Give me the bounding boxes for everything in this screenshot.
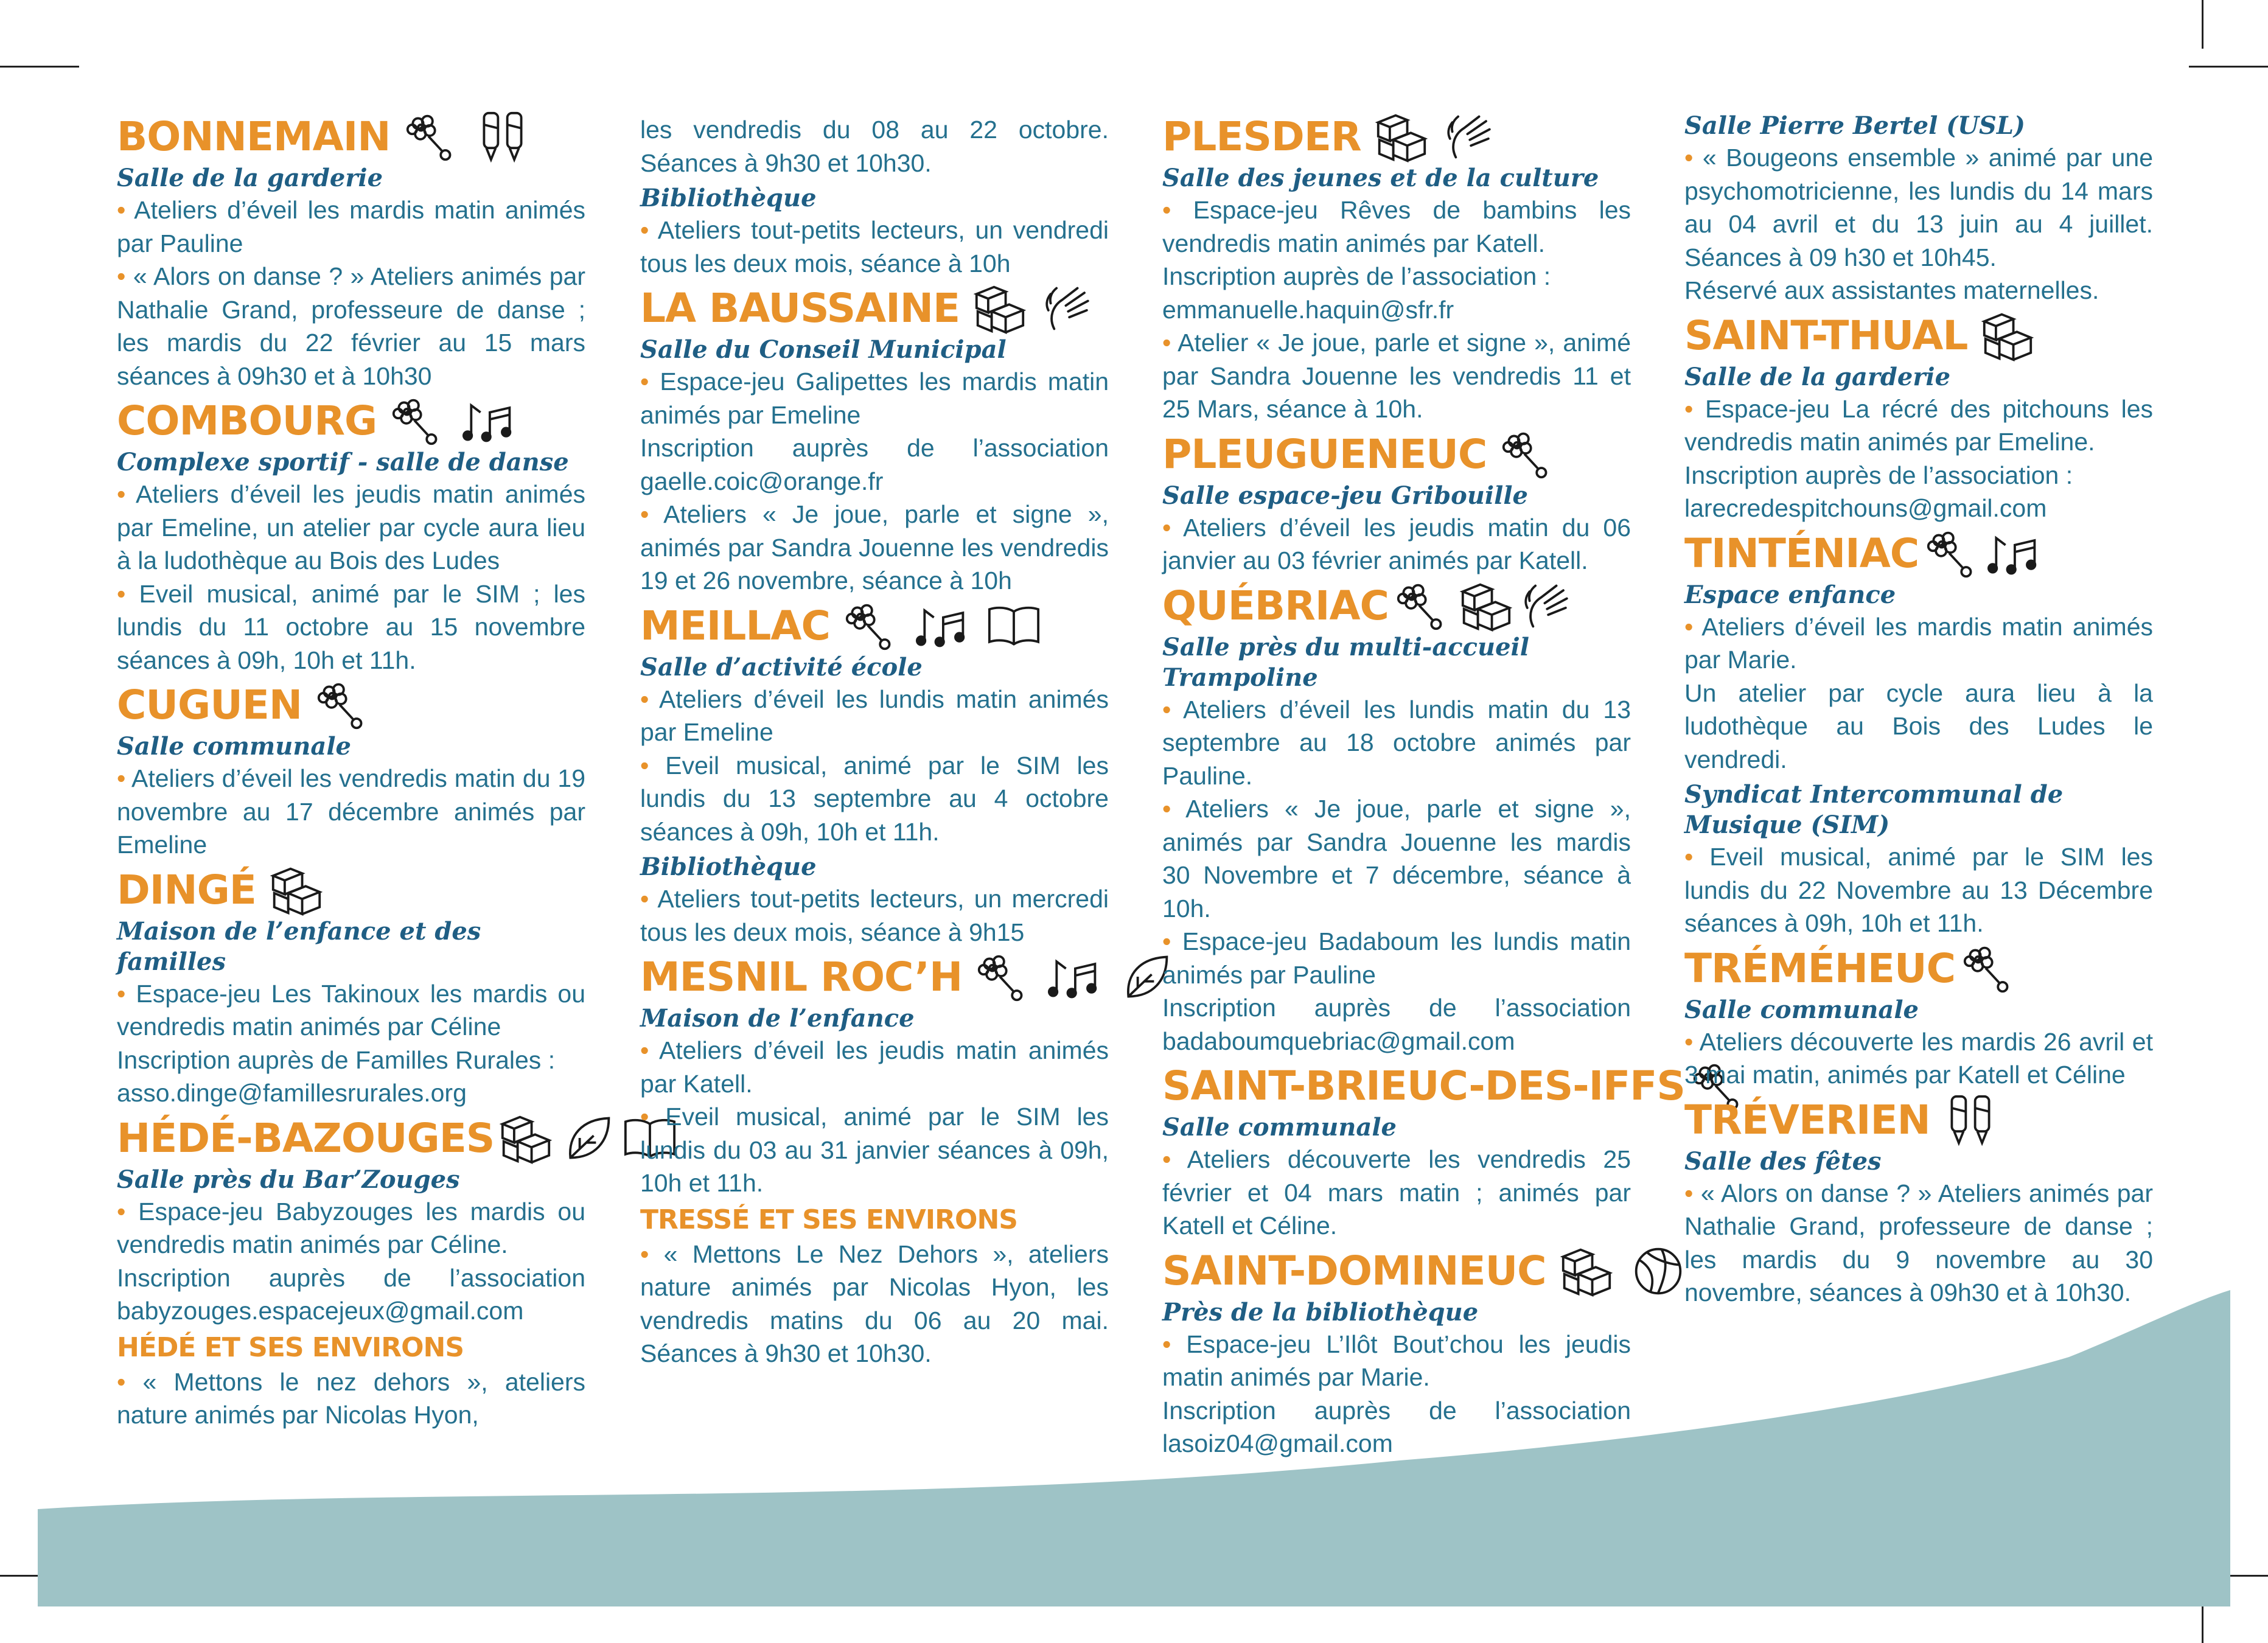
blocks-icon xyxy=(1457,580,1515,632)
activity-text: Espace-jeu L’Ilôt Bout’chou les jeudis matin animés par Marie. xyxy=(1162,1330,1631,1391)
town-saint-brieuc-des-iffs: SAINT-BRIEUC-DES-IFFS xyxy=(1162,1060,1631,1112)
activity-text: Ateliers tout-petits lecteurs, un vendredi tous les deux mois, séance à 10h xyxy=(640,216,1109,277)
activity-text: Ateliers « Je joue, parle et signe », animés par Sandra Jouenne les vendredis 19 et 26 novembre, séance à 10h xyxy=(640,500,1109,595)
town-dinge: DINGÉ xyxy=(117,864,585,916)
registration-text: Inscription auprès de l’association gaelle.coic@orange.fr xyxy=(640,434,1109,495)
leaf-icon xyxy=(559,1112,617,1165)
activity-text: « Alors on danse ? » Ateliers animés par Nathalie Grand, professeure de danse ; les mardis du 9 novembre au 30 novembre, séances à 09h30 et à 10h30. xyxy=(1684,1179,2153,1306)
activity-text: Ateliers « Je joue, parle et signe », animés par Sandra Jouenne les mardis 30 Novembre et 7 décembre, séance à 10h. xyxy=(1162,795,1631,923)
rattle-icon xyxy=(841,600,899,652)
music-notes-icon xyxy=(1984,528,2043,580)
rattle-icon xyxy=(1959,943,2017,995)
book-icon xyxy=(985,600,1043,652)
ballet-shoes-icon xyxy=(473,111,532,163)
town-tresse-environs: TRESSÉ ET SES ENVIRONS xyxy=(640,1204,1017,1235)
town-saint-thual: SAINT-THUAL xyxy=(1684,310,2153,362)
activity-text: Espace-jeu La récré des pitchouns les vendredis matin animés par Emeline. xyxy=(1684,394,2153,456)
town-saint-domineuc: SAINT-DOMINEUC xyxy=(1162,1245,1631,1297)
sign-hands-icon xyxy=(1521,580,1580,632)
activity-text: Ateliers d’éveil les mardis matin animés par Marie. xyxy=(1684,612,2153,674)
activity-text: Ateliers d’éveil les mardis matin animés par Pauline xyxy=(117,196,585,257)
activity-text: Ateliers d’éveil les vendredis matin du 19 novembre au 17 décembre animés par Emeline xyxy=(117,764,585,859)
venue: Salle communale xyxy=(1162,1113,1397,1142)
town-combourg: COMBOURG xyxy=(117,395,585,447)
activity-text: Espace-jeu Rêves de bambins les vendredis matin animés par Katell. xyxy=(1162,196,1631,257)
activity-text: Ateliers découverte les mardis 26 avril et 3 mai matin, animés par Katell et Céline xyxy=(1684,1027,2153,1089)
activity-text: Ateliers d’éveil les jeudis matin du 06 janvier au 03 février animés par Katell. xyxy=(1162,513,1631,574)
activity-text: Ateliers découverte les vendredis 25 février et 04 mars matin ; animés par Katell et Céline. xyxy=(1162,1145,1631,1240)
town-hede-environs: HÉDÉ ET SES ENVIRONS xyxy=(117,1331,464,1363)
venue: Salle du Conseil Municipal xyxy=(640,335,1007,364)
town-mesnil-roch: MESNIL ROC’H xyxy=(640,951,1109,1003)
sign-hands-icon xyxy=(1444,111,1502,163)
activity-text: Ateliers d’éveil les lundis matin animés par Emeline xyxy=(640,685,1109,746)
town-la-baussaine: LA BAUSSAINE xyxy=(640,282,1109,335)
music-notes-icon xyxy=(913,600,971,652)
venue: Maison de l’enfance xyxy=(640,1004,915,1033)
activity-text: « Bougeons ensemble » animé par une psychomotricienne, les lundis du 14 mars au 04 avril et du 13 juin au 4 juillet. Séances à 09 h30 et 10h45. xyxy=(1684,144,2154,271)
activity-text: Ateliers d’éveil les jeudis matin animés par Emeline, un atelier par cycle aura lieu à la ludothèque au Bois des Ludes xyxy=(117,480,586,574)
registration-text: Inscription auprès de l’association babyzouges.espacejeux@gmail.com xyxy=(117,1263,585,1325)
registration-text: Inscription auprès de l’association badaboumquebriac@gmail.com xyxy=(1162,994,1631,1055)
venue: Syndicat Intercommunal de Musique (SIM) xyxy=(1684,780,2064,839)
activity-text: Eveil musical, animé par le SIM les lundis du 13 septembre au 4 octobre séances à 09h, 10h et 11h. xyxy=(640,751,1109,846)
activity-text: « Mettons le nez dehors », ateliers nature animés par Nicolas Hyon, xyxy=(117,1367,586,1429)
activity-text: Eveil musical, animé par le SIM ; les lundis du 11 octobre au 15 novembre séances à 09h, 10h et 11h. xyxy=(117,579,585,674)
venue: Salle communale xyxy=(1684,995,1919,1024)
town-cuguen: CUGUEN xyxy=(117,679,585,731)
town-plesder: PLESDER xyxy=(1162,111,1631,163)
town-bonnemain: BONNEMAIN xyxy=(117,111,585,163)
venue: Salle des jeunes et de la culture xyxy=(1162,164,1599,192)
venue: Près de la bibliothèque xyxy=(1162,1297,1479,1327)
blocks-icon xyxy=(267,864,326,916)
sign-hands-icon xyxy=(1042,282,1101,335)
town-tinteniac: TINTÉNIAC xyxy=(1684,528,2153,580)
venue: Salle près du Bar’Zouges xyxy=(117,1165,460,1194)
ballet-shoes-icon xyxy=(1941,1094,2000,1146)
music-notes-icon xyxy=(1045,951,1103,1003)
activity-text: « Mettons Le Nez Dehors », ateliers nature animés par Nicolas Hyon, les vendredis matins du 06 au 20 mai. Séances à 9h30 et 10h30. xyxy=(640,1240,1109,1367)
town-quebriac: QUÉBRIAC xyxy=(1162,580,1631,632)
ball-icon xyxy=(1629,1245,1687,1297)
venue: Salle de la garderie xyxy=(117,164,383,192)
continued-text: les vendredis du 08 au 22 octobre. Séances à 9h30 et 10h30. xyxy=(640,116,1109,177)
town-meillac: MEILLAC xyxy=(640,600,1109,652)
activity-text: Espace-jeu Galipettes les mardis matin animés par Emeline xyxy=(640,368,1109,429)
column-1: BONNEMAIN Salle de la garderie • Ateliers d’éveil les mardis matin animés par Pauline • « Alors on danse ? » Ateliers animés par Nathalie Grand, professeure de danse ; les mardis du 22 février au 15 mars séances à 09h30 et à 10h30 COMBOURG Complexe sportif - salle de danse • Ateliers d’éveil les jeudis matin animés par Emeline, un atelier par cycle aura lieu à la ludothèque au Bois des Ludes • Eveil musical, animé par le SIM ; les lundis du 11 octobre au 15 novembre séances à 09h, 10h et 11h. CUGUEN Salle communale • Ateliers d’éveil les vendredis matin du 19 novembre au 17 décembre animés par Emeline DINGÉ Maison de l’enfance et des familles • Espace-jeu Les Takinoux les mardis ou vendredis matin animés par Céline Inscription auprès de Familles Rurales : asso.dinge@famillesrurales.org HÉDÉ-BAZOUGES Salle près du Bar’Zouges • Espace-jeu Babyzouges les mardis ou vendredis matin animés par Céline. Inscription auprès de l’association babyzouges.espacejeux@gmail.com HÉDÉ ET SES ENVIRONS • « Mettons le nez dehors », ateliers nature animés par Nicolas Hyon, xyxy=(117,108,585,1432)
music-notes-icon xyxy=(459,395,518,447)
registration-text: Inscription auprès de Familles Rurales : asso.dinge@famillesrurales.org xyxy=(117,1045,556,1107)
town-hede-bazouges: HÉDÉ-BAZOUGES xyxy=(117,1112,585,1165)
registration-text: Inscription auprès de l’association : emmanuelle.haquin@sfr.fr xyxy=(1162,262,1551,324)
activity-text: Espace-jeu Badaboum les lundis matin animés par Pauline xyxy=(1162,927,1631,989)
column-4: Salle Pierre Bertel (USL) • « Bougeons ensemble » animé par une psychomotricienne, les lundis du 14 mars au 04 avril et du 13 juin au 4 juillet. Séances à 09 h30 et 10h45. Réservé aux assistantes maternelles. SAINT-THUAL Salle de la garderie • Espace-jeu La récré des pitchouns les vendredis matin animés par Emeline. Inscription auprès de l’association : larecredespitchouns@gmail.com TINTÉNIAC Espace enfance • Ateliers d’éveil les mardis matin animés par Marie. Un atelier par cycle aura lieu à la ludothèque au Bois des Ludes le vendredi. Syndicat Intercommunal de Musique (SIM) • Eveil musical, animé par le SIM les lundis du 22 Novembre au 13 Décembre séances à 09h, 10h et 11h. TRÉMÉHEUC Salle communale • Ateliers découverte les mardis 26 avril et 3 mai matin, animés par Katell et Céline TRÉVERIEN Salle des fêtes • « Alors on danse ? » Ateliers animés par Nathalie Grand, professeure de danse ; les mardis du 9 novembre au 30 novembre, séances à 09h30 et à 10h30. xyxy=(1684,111,2154,1306)
town-treverien: TRÉVERIEN xyxy=(1684,1094,2153,1146)
venue: Salle Pierre Bertel (USL) xyxy=(1684,111,2025,140)
registration-text: Inscription auprès de l’association : larecredespitchouns@gmail.com xyxy=(1684,461,2073,522)
town-pleugueneuc: PLEUGUENEUC xyxy=(1162,428,1631,481)
column-2: les vendredis du 08 au 22 octobre. Séances à 9h30 et 10h30. Bibliothèque • Ateliers tout-petits lecteurs, un vendredi tous les deux mois, séance à 10h LA BAUSSAINE Salle du Conseil Municipal • Espace-jeu Galipettes les mardis matin animés par Emeline Inscription auprès de l’association gaelle.coic@orange.fr • Ateliers « Je joue, parle et signe », animés par Sandra Jouenne les vendredis 19 et 26 novembre, séance à 10h MEILLAC Salle d’activité école • Ateliers d’éveil les lundis matin animés par Emeline • Eveil musical, animé par le SIM les lundis du 13 septembre au 4 octobre séances à 09h, 10h et 11h. Bibliothèque • Ateliers tout-petits lecteurs, un mercredi tous les deux mois, séance à 9h15 MESNIL ROC’H Maison de l’enfance • Ateliers d’éveil les jeudis matin animés par Katell. • Eveil musical, animé par le SIM les lundis du 03 au 31 janvier séances à 09h, 10h et 11h. TRESSÉ ET SES ENVIRONS • « Mettons Le Nez Dehors », ateliers nature animés par Nicolas Hyon, les vendredis matins du 06 au 20 mai. Séances à 9h30 et 10h30. xyxy=(640,113,1109,1370)
venue: Salle près du multi-accueil Trampoline xyxy=(1162,632,1529,692)
rattle-icon xyxy=(973,951,1031,1003)
venue: Salle des fêtes xyxy=(1684,1146,1882,1176)
activity-text: Ateliers tout-petits lecteurs, un mercredi tous les deux mois, séance à 9h15 xyxy=(640,885,1109,946)
activity-text: Ateliers d’éveil les jeudis matin animés par Katell. xyxy=(640,1036,1109,1098)
activity-text: Espace-jeu Les Takinoux les mardis ou vendredis matin animés par Céline xyxy=(117,979,585,1041)
venue: Salle de la garderie xyxy=(1684,362,1951,391)
rattle-icon xyxy=(1498,428,1556,481)
venue: Complexe sportif - salle de danse xyxy=(117,448,569,476)
rattle-icon xyxy=(313,679,371,731)
activity-text: Espace-jeu Babyzouges les mardis ou vendredis matin animés par Céline. xyxy=(117,1197,585,1258)
blocks-icon xyxy=(1557,1245,1616,1297)
rattle-icon xyxy=(388,395,446,447)
blocks-icon xyxy=(1978,310,2037,362)
rattle-icon xyxy=(1392,580,1451,632)
venue: Espace enfance xyxy=(1684,580,1896,609)
activity-text: « Alors on danse ? » Ateliers animés par Nathalie Grand, professeure de danse ; les mardis du 22 février au 15 mars séances à 09h30 et à 10h30 xyxy=(117,262,585,390)
town-tremeheuc: TRÉMÉHEUC xyxy=(1684,943,2153,995)
venue: Salle communale xyxy=(117,732,351,761)
blocks-icon xyxy=(971,282,1029,335)
activity-text: Atelier « Je joue, parle et signe », animé par Sandra Jouenne les vendredis 11 et 25 Mars, séance à 10h. xyxy=(1162,329,1631,423)
registration-text: Inscription auprès de l’association lasoiz04@gmail.com xyxy=(1162,1396,1631,1457)
activity-text: Ateliers d’éveil les lundis matin du 13 septembre au 18 octobre animés par Pauline. xyxy=(1162,695,1631,790)
venue: Bibliothèque xyxy=(640,853,817,881)
venue: Salle espace-jeu Gribouille xyxy=(1162,481,1528,510)
venue: Maison de l’enfance et des familles xyxy=(117,916,481,976)
note-text: Réservé aux assistantes maternelles. xyxy=(1684,276,2099,304)
blocks-icon xyxy=(1372,111,1431,163)
venue: Salle d’activité école xyxy=(640,652,923,682)
blocks-icon xyxy=(497,1112,555,1165)
column-3: PLESDER Salle des jeunes et de la culture • Espace-jeu Rêves de bambins les vendredis matin animés par Katell. Inscription auprès de l’association : emmanuelle.haquin@sfr.fr • Atelier « Je joue, parle et signe », animé par Sandra Jouenne les vendredis 11 et 25 Mars, séance à 10h. PLEUGUENEUC Salle espace-jeu Gribouille • Ateliers d’éveil les jeudis matin du 06 janvier au 03 février animés par Katell. QUÉBRIAC Salle près du multi-accueil Trampoline • Ateliers d’éveil les lundis matin du 13 septembre au 18 octobre animés par Pauline. • Ateliers « Je joue, parle et signe », animés par Sandra Jouenne les mardis 30 Novembre et 7 décembre, séance à 10h. • Espace-jeu Badaboum les lundis matin animés par Pauline Inscription auprès de l’association badaboumquebriac@gmail.com SAINT-BRIEUC-DES-IFFS Salle communale • Ateliers découverte les vendredis 25 février et 04 mars matin ; animés par Katell et Céline. SAINT-DOMINEUC Près de la bibliothèque • Espace-jeu L’Ilôt Bout’chou les jeudis matin animés par Marie. Inscription auprès de l’association lasoiz04@gmail.com xyxy=(1162,108,1631,1460)
rattle-icon xyxy=(402,111,460,163)
activity-text: Eveil musical, animé par le SIM les lundis du 22 Novembre au 13 Décembre séances à 09h, 10h et 11h. xyxy=(1684,843,2153,937)
rattle-icon xyxy=(1922,528,1981,580)
venue: Bibliothèque xyxy=(640,184,817,212)
note-text: Un atelier par cycle aura lieu à la ludothèque au Bois des Ludes le vendredi. xyxy=(1684,678,2153,773)
activity-text: Eveil musical, animé par le SIM les lundis du 03 au 31 janvier séances à 09h, 10h et 11h. xyxy=(640,1103,1109,1197)
